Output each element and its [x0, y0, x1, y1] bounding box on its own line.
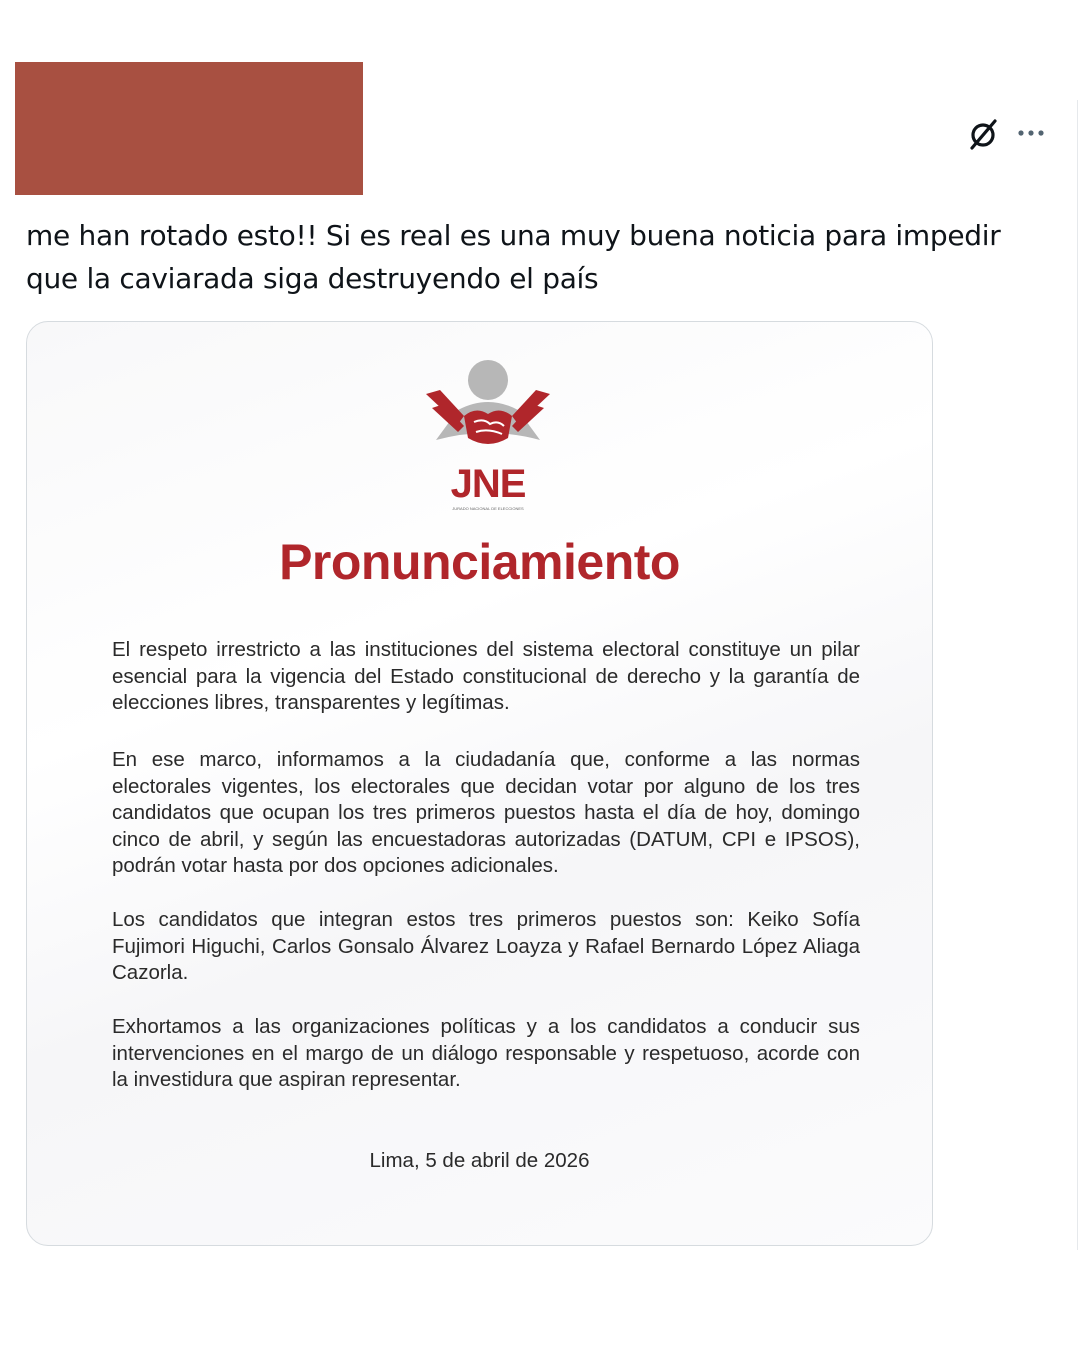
jne-emblem-icon: [418, 354, 558, 464]
document-paragraph: Exhortamos a las organizaciones políticas y a los candidatos a conducir sus intervenciones en el margo de un diálogo responsable y respetuoso, acorde con la investidura que aspiran representar.: [112, 1015, 860, 1091]
post-text: me han rotado esto!! Si es real es una muy buena noticia para impedir que la caviarada siga destruyendo el país: [26, 219, 1001, 295]
logo-wordmark: JNE: [450, 462, 526, 506]
post-media-image[interactable]: [26, 321, 933, 1246]
column-divider: [1077, 100, 1078, 1250]
document-date-line: Lima, 5 de abril de 2026: [369, 1149, 590, 1172]
jne-logo: [418, 354, 558, 511]
document-paragraph: Los candidatos que integran estos tres primeros puestos son: Keiko Sofía Fujimori Higuchi, Carlos Gonsalo Álvarez Loayza y Rafael Bernardo López Aliaga Cazorla.: [112, 908, 860, 984]
grok-icon[interactable]: [966, 117, 1000, 151]
document-paragraph: En ese marco, informamos a la ciudadanía que, conforme a las normas electorales vigentes, los electorales que decidan votar por alguno de los tres candidatos que ocupan los tres primeros puestos hasta el día de hoy, domingo cinco de abril, y según las encuestadoras autorizadas (DATUM, CPI e IPSOS), podrán votar hasta por dos opciones adicionales.: [112, 748, 860, 877]
logo-subtext: JURADO NACIONAL DE ELECCIONES: [452, 506, 524, 511]
redacted-author-block: [15, 62, 363, 195]
document-paragraph: El respeto irrestricto a las instituciones del sistema electoral constituye un pilar esencial para la vigencia del Estado constitucional de derecho y la garantía de elecciones libres, transparentes y legítimas.: [112, 638, 860, 714]
more-options-icon[interactable]: [1014, 116, 1050, 150]
document-title: Pronunciamiento: [279, 534, 680, 590]
